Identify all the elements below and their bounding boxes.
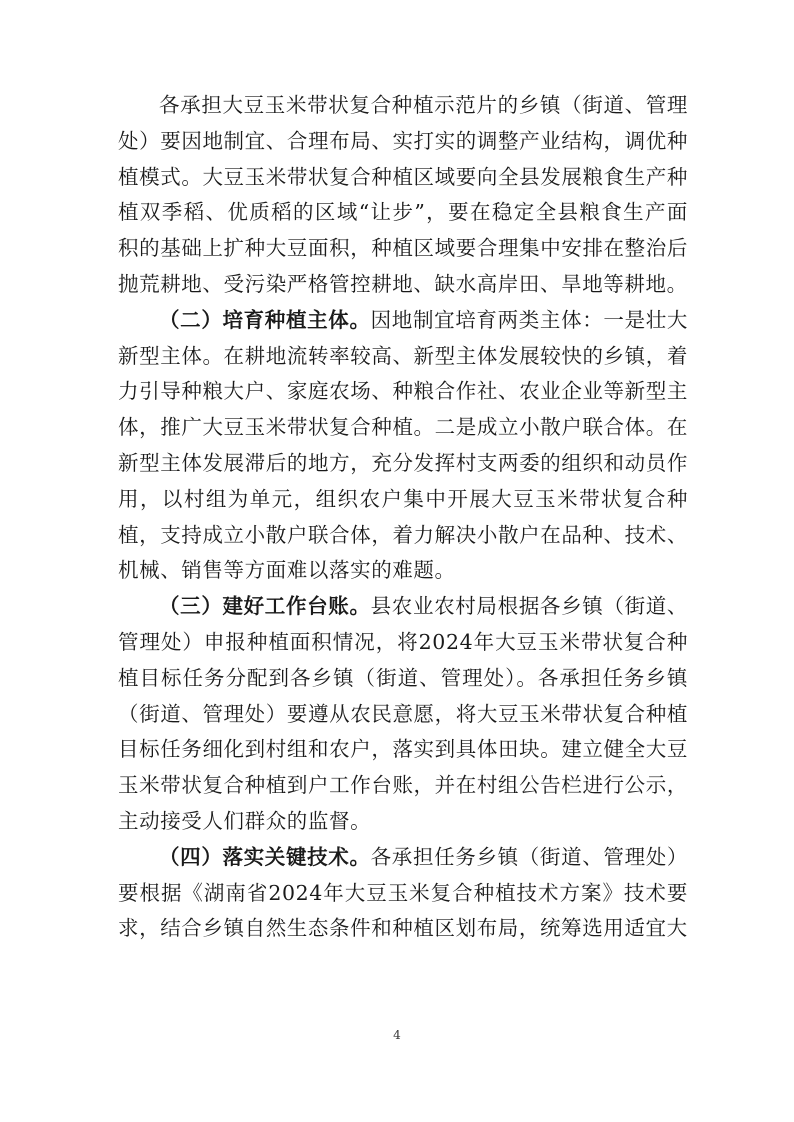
paragraph-2: [118, 303, 688, 589]
paragraph-4: [118, 840, 688, 947]
paragraph-4-text: 各承担任务乡镇（街道、管理处）要根据《湖南省2024年大豆玉米复合种植技术方案》技术要求，结合乡镇自然生态条件和种植区划布局，统筹选用适宜大: [118, 844, 688, 941]
paragraph-3-text: 县农业农村局根据各乡镇（街道、管理处）申报种植面积情况，将2024年大豆玉米带状复合种植目标任务分配到各乡镇（街道、管理处）。各承担任务乡镇（街道、管理处）要遵从农民意愿，将大豆玉米带状复合种植目标任务细化到村组和农户，落实到具体田块。建立健全大豆玉米带状复合种植到户工作台账，并在村组公告栏进行公示，主动接受人们群众的监督。: [118, 594, 688, 833]
body-text: [118, 88, 688, 947]
paragraph-1: [118, 88, 688, 303]
section-2-heading: （二）培育种植主体。: [159, 307, 371, 332]
section-4-heading: （四）落实关键技术。: [159, 844, 371, 869]
page-number: 4: [393, 1028, 401, 1042]
paragraph-1-text: 各承担大豆玉米带状复合种植示范片的乡镇（街道、管理处）要因地制宜、合理布局、实打实的调整产业结构，调优种植模式。大豆玉米带状复合种植区域要向全县发展粮食生产种植双季稻、优质稻的区域“让步”，要在稳定全县粮食生产面积的基础上扩种大豆面积，种植区域要合理集中安排在整治后抛荒耕地、受污染严格管控耕地、缺水高岸田、旱地等耕地。: [118, 93, 688, 296]
paragraph-2-text: 因地制宜培育两类主体：一是壮大新型主体。在耕地流转率较高、新型主体发展较快的乡镇，着力引导种粮大户、家庭农场、种粮合作社、农业企业等新型主体，推广大豆玉米带状复合种植。二是成立小散户联合体。在新型主体发展滞后的地方，充分发挥村支两委的组织和动员作用，以村组为单元，组织农户集中开展大豆玉米带状复合种植，支持成立小散户联合体，着力解决小散户在品种、技术、机械、销售等方面难以落实的难题。: [118, 307, 688, 583]
section-3-heading: （三）建好工作台账。: [159, 594, 371, 619]
paragraph-3: [118, 589, 688, 840]
